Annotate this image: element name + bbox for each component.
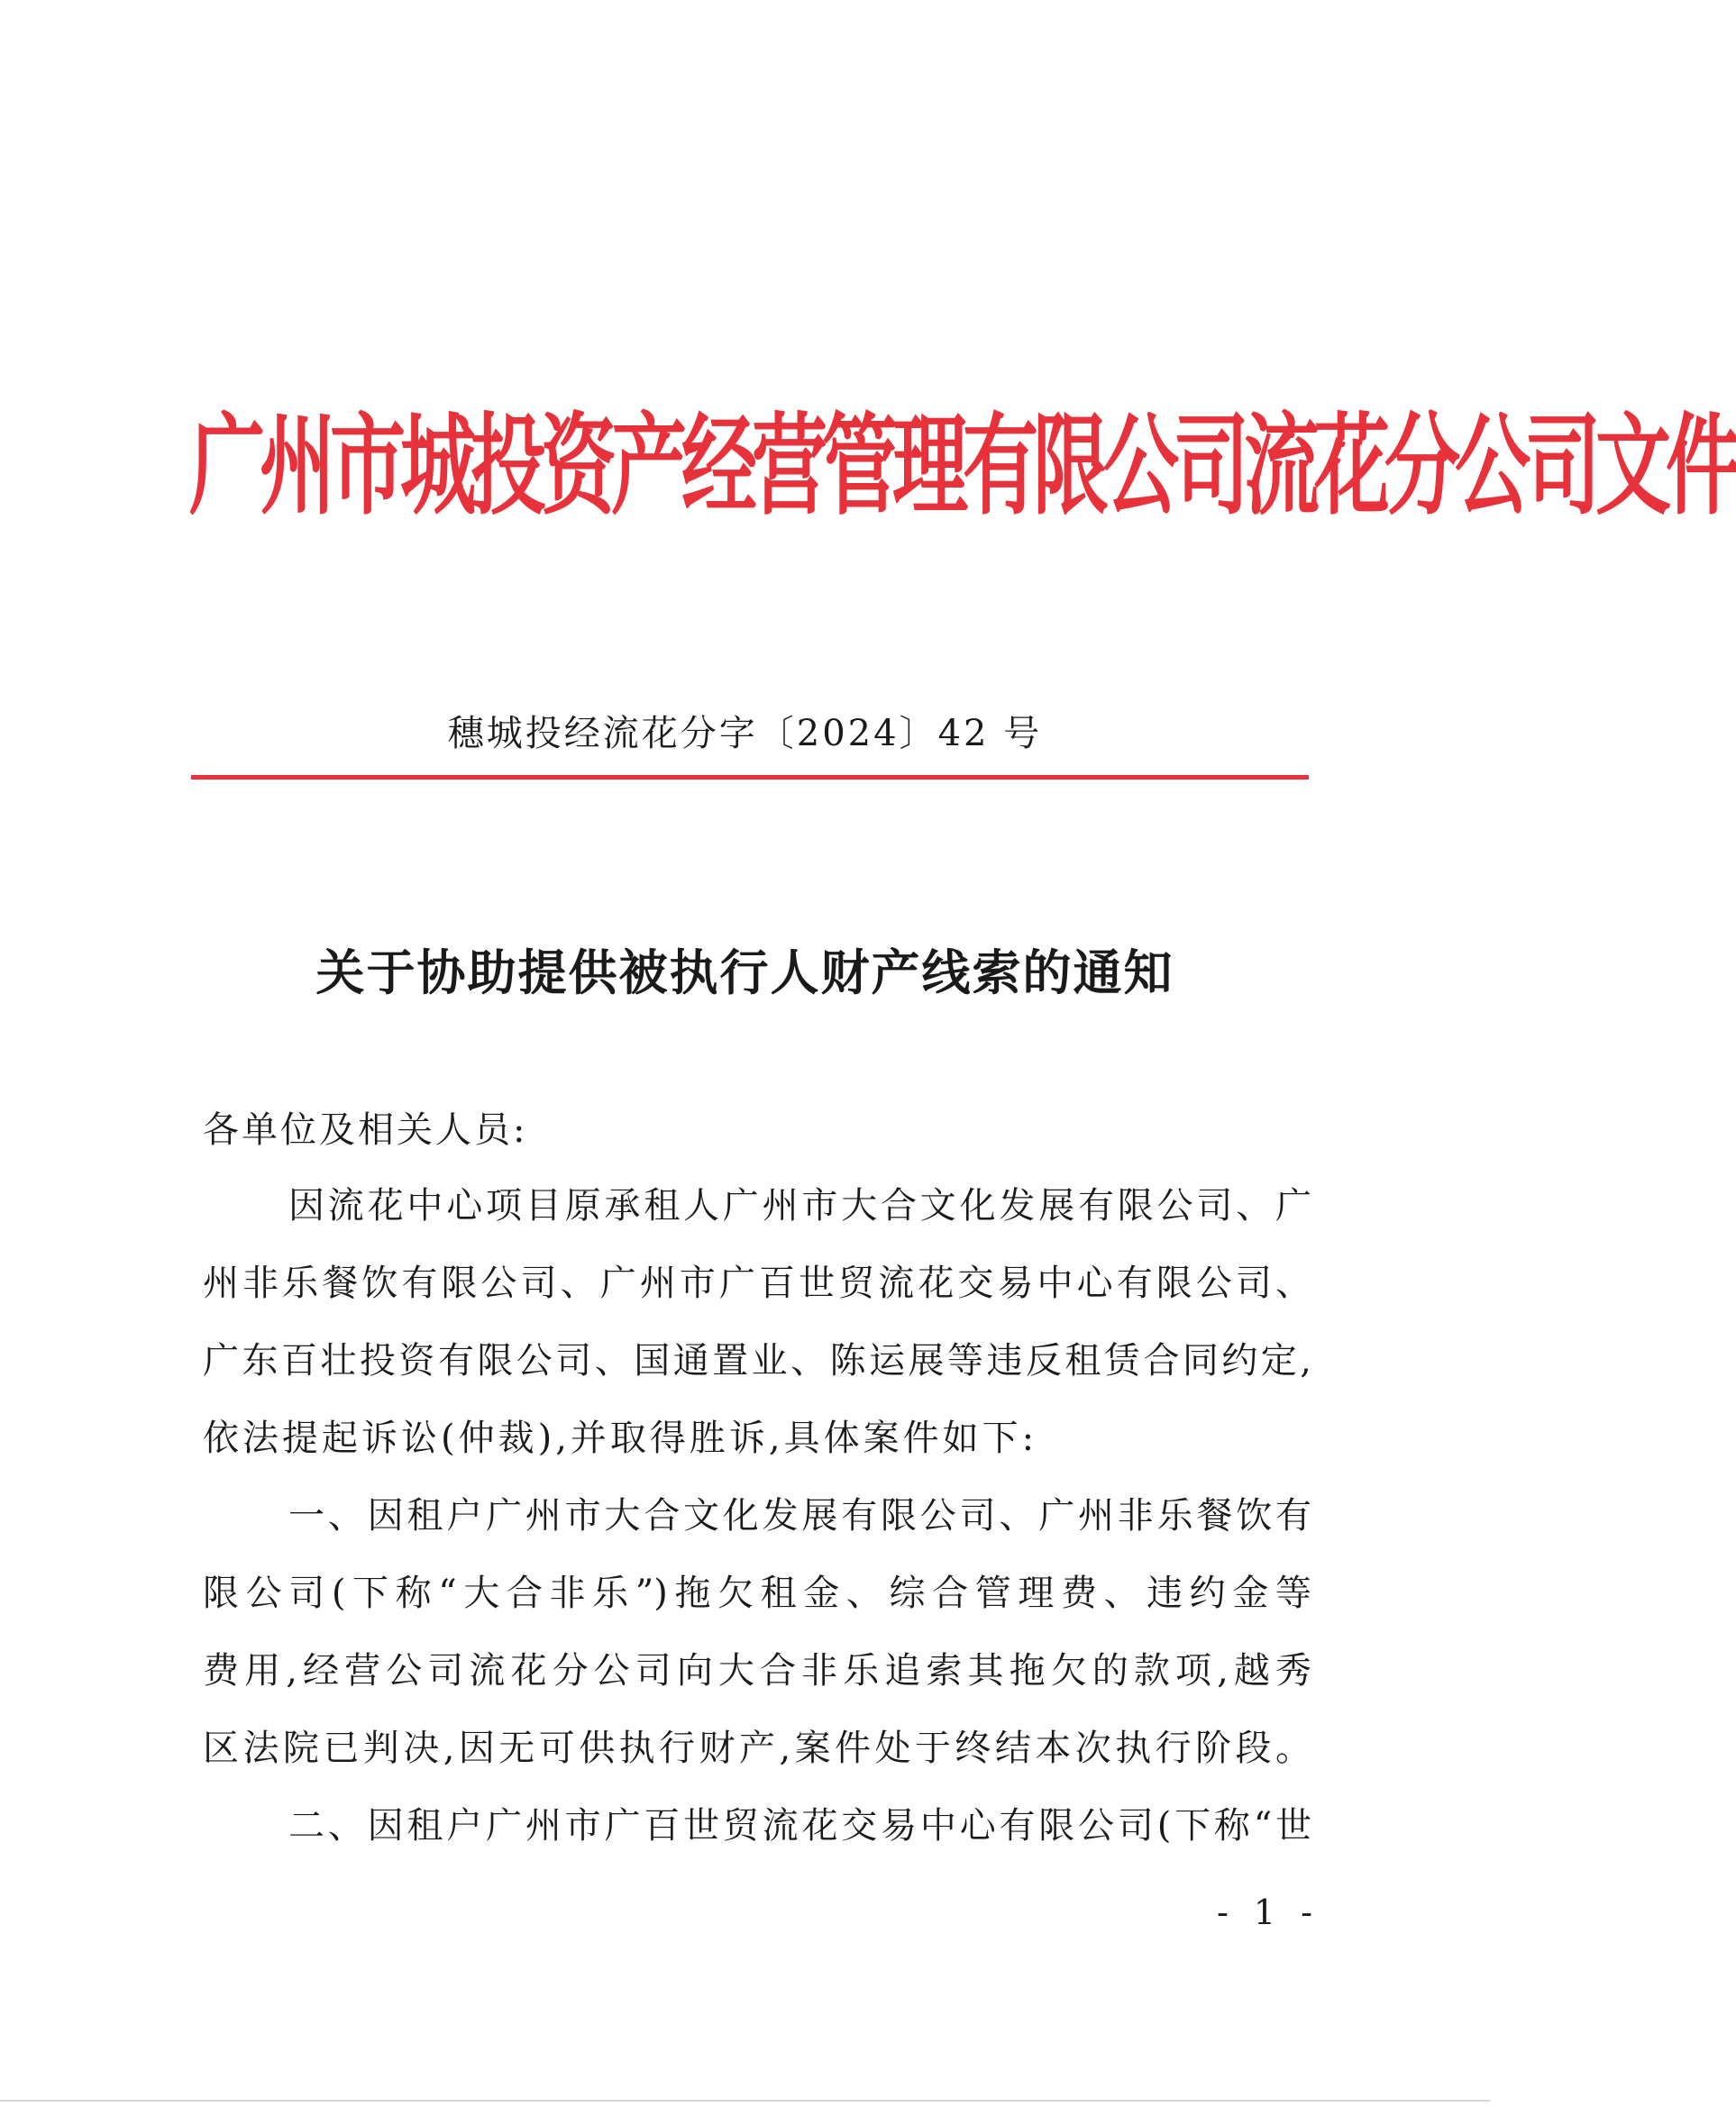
header-divider: [191, 775, 1309, 780]
body-line: 二、因租户广州市广百世贸流花交易中心有限公司(下称“世: [288, 1805, 1311, 1847]
body-line: 州非乐餐饮有限公司、广州市广百世贸流花交易中心有限公司、: [203, 1263, 1311, 1304]
body-line: 区法院已判决,因无可供执行财产,案件处于终结本次执行阶段。: [203, 1728, 1311, 1769]
issuer-header: 广州市城投资产经营管理有限公司流花分公司文件: [189, 402, 1736, 531]
scan-edge-line: [0, 2100, 1490, 2102]
body-line: 因流花中心项目原承租人广州市大合文化发展有限公司、广: [288, 1185, 1311, 1227]
body-line: 依法提起诉讼(仲裁),并取得胜诉,具体案件如下:: [203, 1418, 1038, 1459]
page-number: - 1 -: [1217, 1893, 1320, 1932]
notice-title: 关于协助提供被执行人财产线索的通知: [315, 944, 1174, 1001]
body-line: 限公司(下称“大合非乐”)拖欠租金、综合管理费、违约金等: [203, 1573, 1311, 1614]
document-number: 穗城投经流花分字〔2024〕42 号: [447, 713, 1043, 754]
salutation: 各单位及相关人员:: [203, 1109, 528, 1151]
body-line: 费用,经营公司流花分公司向大合非乐追索其拖欠的款项,越秀: [203, 1650, 1311, 1692]
body-line: 广东百壮投资有限公司、国通置业、陈运展等违反租赁合同约定,: [203, 1340, 1311, 1382]
body-line: 一、因租户广州市大合文化发展有限公司、广州非乐餐饮有: [288, 1495, 1311, 1537]
